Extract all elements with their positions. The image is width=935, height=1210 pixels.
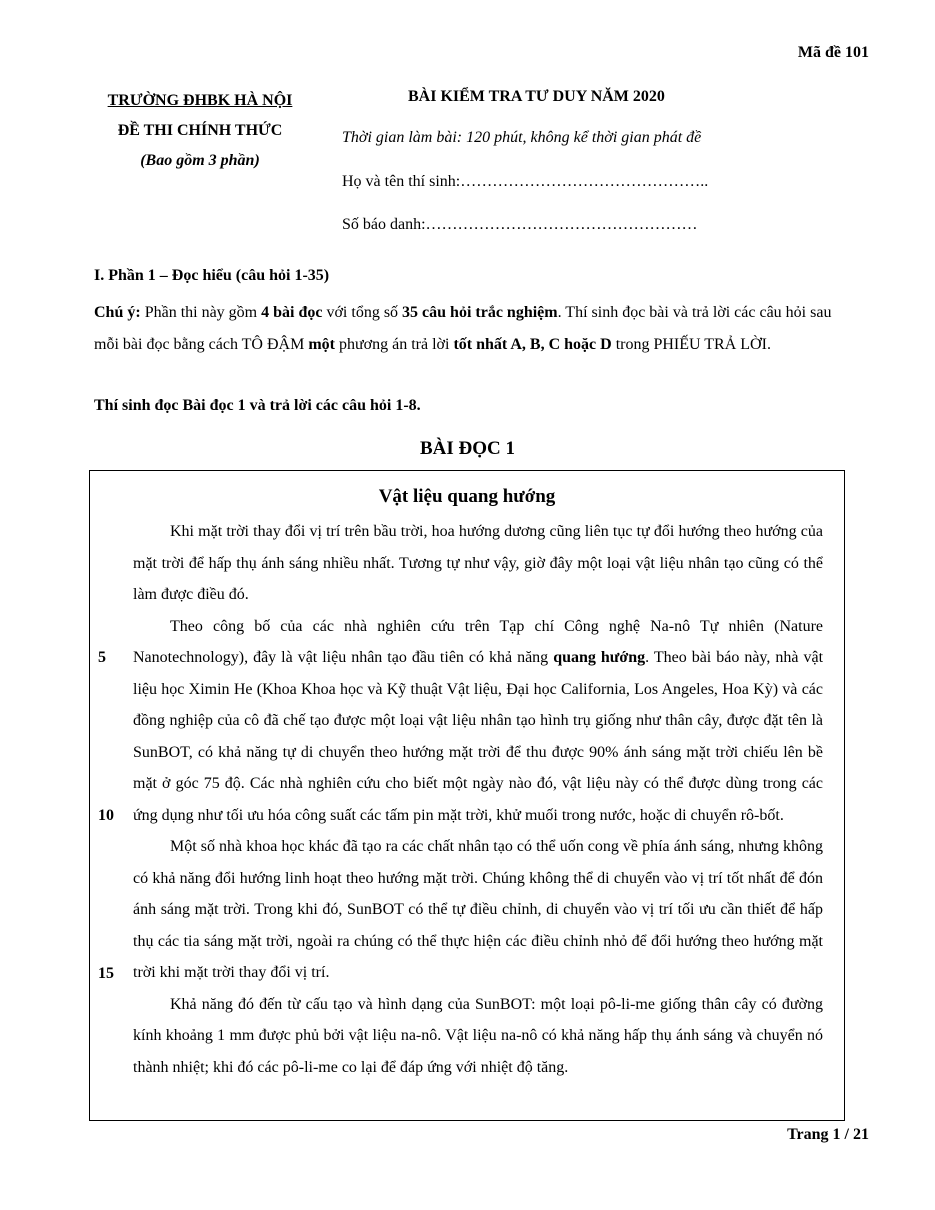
line-number-5: 5 bbox=[98, 649, 106, 666]
reading-label: BÀI ĐỌC 1 bbox=[419, 438, 515, 459]
note-label: Chú ý: bbox=[94, 304, 141, 321]
note-bold-4: tốt nhất A, B, C hoặc D bbox=[453, 335, 612, 353]
paragraph-2-part-c: . Theo bài báo này, nhà vật liệu học Ximin He (Khoa Khoa học và Kỹ thuật Vật liệu, Đại học California, Los Angeles, Hoa Kỳ) và các đồng nghiệp của cô đã chế tạo được một loại vật liệu nhân tạo hình trụ giống như thân cây, được đặt tên là SunBOT, có khả năng tự di chuyển theo hướng mặt trời để thu được 90% ánh sáng mặt trời chiếu lên bề mặt ở góc 75 độ. Các nhà nghiên cứu cho biết một ngày nào đó, vật liệu này có thể được dùng trong các ứng dụng như tối ưu hóa công suất các tấm pin mặt trời, khử muối trong nước, hoặc di chuyển rô-bốt. bbox=[133, 649, 824, 824]
paragraph-3: Một số nhà khoa học khác đã tạo ra các chất nhân tạo có thể uốn cong về phía ánh sáng, nhưng không có khả năng đổi hướng linh hoạt theo hướng mặt trời. Chúng không thể di chuyển vào vị trí tốt nhất để đón ánh sáng mặt trời. Trong khi đó, SunBOT có thể tự điều chỉnh, di chuyển vào vị trí tối ưu cần thiết để hấp thụ các tia sáng mặt trời, ngoài ra chúng có thể thực hiện các điều chỉnh nhỏ để đổi hướng theo hướng mặt trời khi mặt trời thay đổi vị trí. bbox=[133, 838, 823, 981]
note-bold-1: 4 bài đọc bbox=[261, 304, 323, 321]
note-text-1: Phần thi này gồm bbox=[140, 304, 262, 321]
reading-instruction: Thí sinh đọc Bài đọc 1 và trả lời các câu hỏi 1-8. bbox=[94, 397, 421, 414]
exam-title: BÀI KIỂM TRA TƯ DUY NĂM 2020 bbox=[408, 88, 665, 105]
official-exam-label: ĐỀ THI CHÍNH THỨC bbox=[117, 122, 283, 139]
school-name: TRƯỜNG ĐHBK HÀ NỘI bbox=[107, 92, 293, 109]
passage-body bbox=[133, 516, 823, 1083]
line-number-10: 10 bbox=[98, 807, 114, 824]
paragraph-1: Khi mặt trời thay đổi vị trí trên bầu trời, hoa hướng dương cũng liên tục tự đổi hướng theo hướng của mặt trời để hấp thụ ánh sáng nhiều nhất. Tương tự như vậy, giờ đây một loại vật liệu nhân tạo cũng có thể làm được điều đó. bbox=[133, 523, 823, 603]
note-text-3: . Thí sinh đọc bài và trả lời các câu hỏi sau mỗi bài đọc bằng cách TÔ ĐẬM bbox=[94, 304, 832, 353]
candidate-id-field: Số báo danh:…………………………………………… bbox=[342, 216, 698, 233]
section-heading: I. Phần 1 – Đọc hiểu (câu hỏi 1-35) bbox=[94, 267, 330, 284]
exam-code: Mã đề 101 bbox=[797, 44, 869, 61]
header-left bbox=[86, 86, 314, 176]
candidate-name-field: Họ và tên thí sinh:……………………………………….. bbox=[342, 173, 709, 190]
note-text-2: với tổng số bbox=[322, 304, 403, 321]
paragraph-2 bbox=[133, 611, 823, 832]
section-note bbox=[94, 297, 856, 360]
paragraph-2-part-a: Theo công bố của các nhà nghiên cứu trên Tạp chí Công nghệ Na-nô Tự nhiên (Nature Nanotechnology), đây là vật liệu nhân tạo đầu tiên có khả năng bbox=[133, 617, 823, 666]
paragraph-2-keyword: quang hướng bbox=[553, 649, 646, 666]
passage-title: Vật liệu quang hướng bbox=[378, 486, 556, 507]
note-bold-3: một bbox=[308, 335, 335, 353]
parts-note: (Bao gồm 3 phần) bbox=[140, 152, 260, 169]
line-number-15: 15 bbox=[98, 965, 114, 982]
passage-box bbox=[89, 470, 845, 1121]
page-number: Trang 1 / 21 bbox=[787, 1126, 869, 1143]
time-note: Thời gian làm bài: 120 phút, không kể thời gian phát đề bbox=[342, 129, 702, 146]
note-text-5: trong PHIẾU TRẢ LỜI. bbox=[611, 335, 771, 353]
paragraph-4: Khả năng đó đến từ cấu tạo và hình dạng của SunBOT: một loại pô-li-me giống thân cây có đường kính khoảng 1 mm được phủ bởi vật liệu na-nô. Vật liệu na-nô có khả năng hấp thụ ánh sáng và chuyển nó thành nhiệt; khi đó các pô-li-me co lại để đáp ứng với nhiệt độ tăng. bbox=[133, 995, 823, 1076]
note-text-4: phương án trả lời bbox=[334, 335, 454, 353]
note-bold-2: 35 câu hỏi trắc nghiệm bbox=[402, 304, 558, 321]
